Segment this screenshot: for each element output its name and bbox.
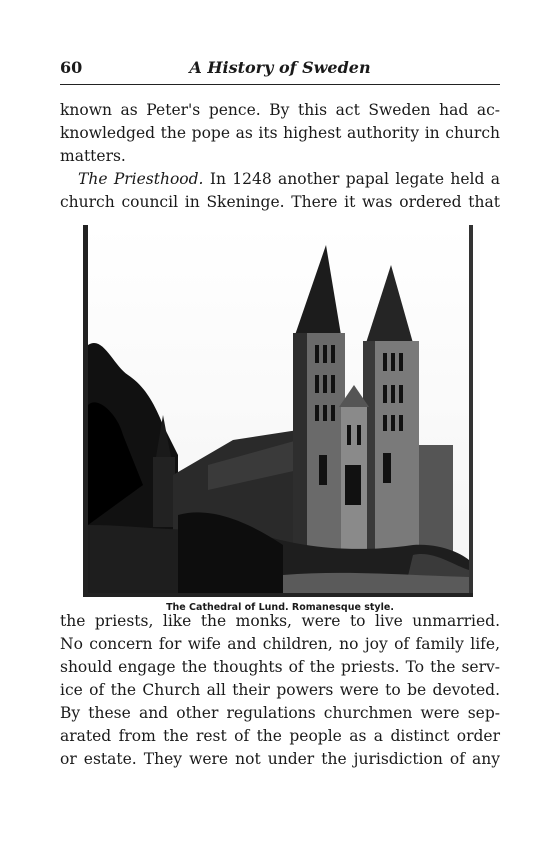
header-rule	[60, 84, 500, 85]
text-line	[60, 168, 500, 191]
text-line: By these and other regulations churchmen were sep-	[60, 704, 500, 722]
paragraph-priesthood	[60, 168, 500, 214]
text-line: No concern for wife and children, no joy of family life,	[60, 635, 500, 653]
text-line: matters.	[60, 147, 126, 165]
paragraph-priests-unmarried	[60, 610, 500, 771]
text-line: the priests, like the monks, were to live unmarried.	[60, 612, 500, 630]
text-line: or estate. They were not under the jurisdiction of any	[60, 750, 500, 768]
page-header	[60, 58, 500, 82]
section-heading: The Priesthood.	[78, 170, 204, 188]
text-line: arated from the rest of the people as a distinct order	[60, 727, 500, 745]
figure-caption: The Cathedral of Lund. Romanesque style.	[166, 602, 394, 613]
cathedral-photograph	[83, 225, 473, 597]
text-line: known as Peter's pence. By this act Sweden had ac-	[60, 101, 500, 119]
text-line: knowledged the pope as its highest authority in church	[60, 124, 500, 142]
text-line: church council in Skeninge. There it was ordered that	[60, 193, 500, 211]
text-run: In 1248 another papal legate held a	[203, 170, 500, 188]
running-title: A History of Sweden	[189, 58, 371, 77]
page-number: 60	[60, 58, 83, 77]
paragraph-peters-pence	[60, 99, 500, 168]
text-line: should engage the thoughts of the priests. To the serv-	[60, 658, 500, 676]
text-line: ice of the Church all their powers were to be devoted.	[60, 681, 500, 699]
